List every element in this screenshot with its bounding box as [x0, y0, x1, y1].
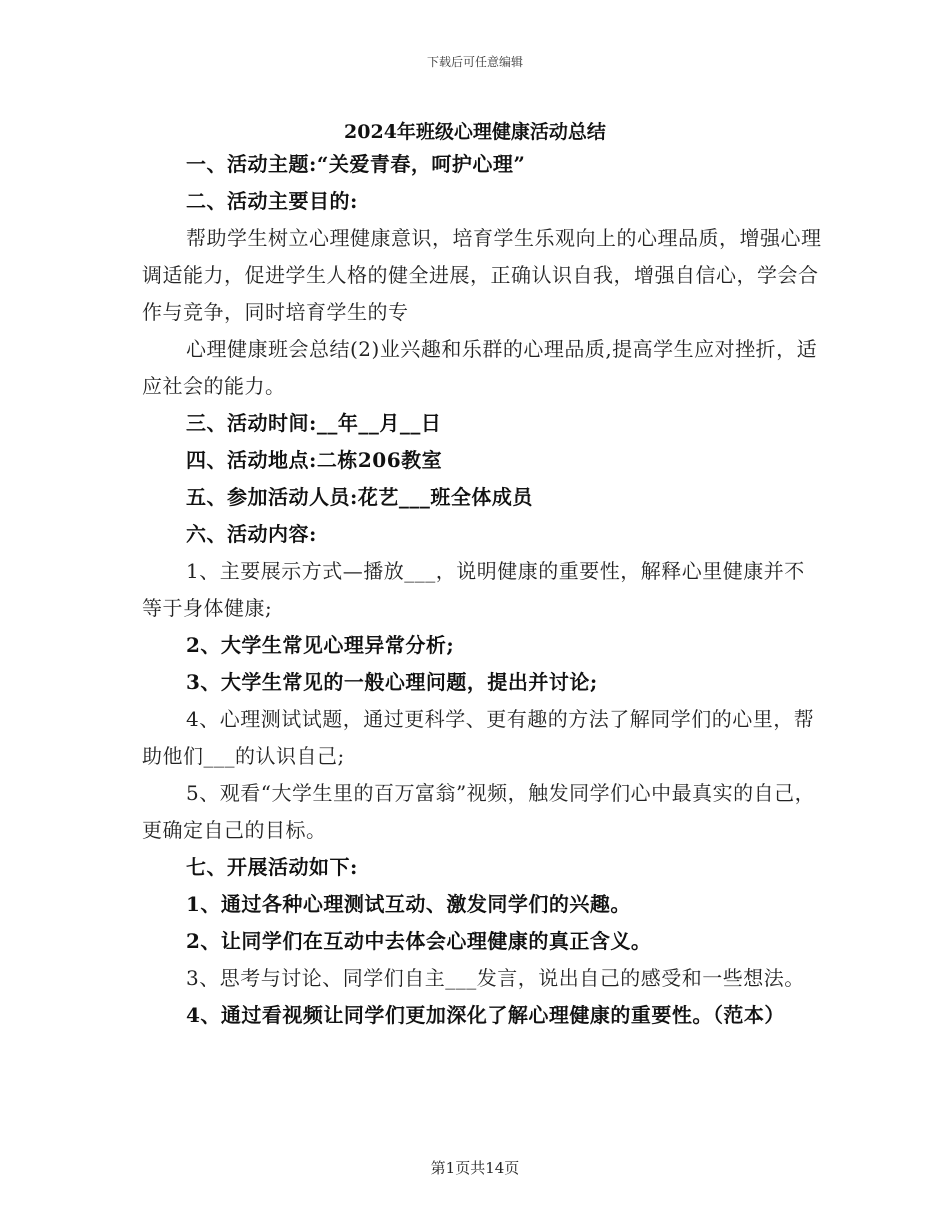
section-heading-time: 三、活动时间:__年__月__日 [186, 411, 442, 435]
document-body [142, 146, 822, 1034]
list-item-content-1: 1、主要展示方式—播放___，说明健康的重要性，解释心里健康并不等于身体健康; [142, 559, 805, 620]
list-item-content-2: 2、大学生常见心理异常分析; [186, 633, 455, 657]
page-footer: 第1页共14页 [430, 1159, 520, 1177]
section-heading-purpose: 二、活动主要目的: [186, 189, 358, 213]
list-item-activity-4: 4、通过看视频让同学们更加深化了解心理健康的重要性。（范本） [186, 1003, 785, 1027]
list-item-content-5: 5、观看“大学生里的百万富翁”视频，触发同学们心中最真实的自己，更确定自己的目标。 [142, 781, 816, 842]
document-title: 2024年班级心理健康活动总结 [344, 121, 606, 143]
section-heading-content: 六、活动内容: [186, 522, 317, 546]
paragraph-purpose-1: 帮助学生树立心理健康意识，培育学生乐观向上的心理品质，增强心理调适能力，促进学生人格的健全进展，正确认识自我，增强自信心，学会合作与竞争，同时培育学生的专 [142, 226, 822, 324]
list-item-activity-3: 3、思考与讨论、同学们自主___发言，说出自己的感受和一些想法。 [186, 966, 805, 990]
list-item-content-3: 3、大学生常见的一般心理问题，提出并讨论; [186, 670, 598, 694]
list-item-content-4: 4、心理测试试题，通过更科学、更有趣的方法了解同学们的心里，帮助他们___的认识自己; [142, 707, 815, 768]
section-heading-participants: 五、参加活动人员:花艺___班全体成员 [186, 485, 533, 509]
list-item-activity-1: 1、通过各种心理测试互动、激发同学们的兴趣。 [186, 892, 631, 916]
list-item-activity-2: 2、让同学们在互动中去体会心理健康的真正含义。 [186, 929, 652, 953]
section-heading-location: 四、活动地点:二栋206教室 [186, 448, 443, 472]
paragraph-purpose-2: 心理健康班会总结(2)业兴趣和乐群的心理品质,提高学生应对挫折，适应社会的能力。 [142, 337, 818, 398]
section-heading-theme: 一、活动主题:“关爱青春，呵护心理” [186, 152, 526, 176]
section-heading-activities: 七、开展活动如下: [186, 855, 358, 879]
header-note: 下载后可任意编辑 [426, 55, 523, 69]
